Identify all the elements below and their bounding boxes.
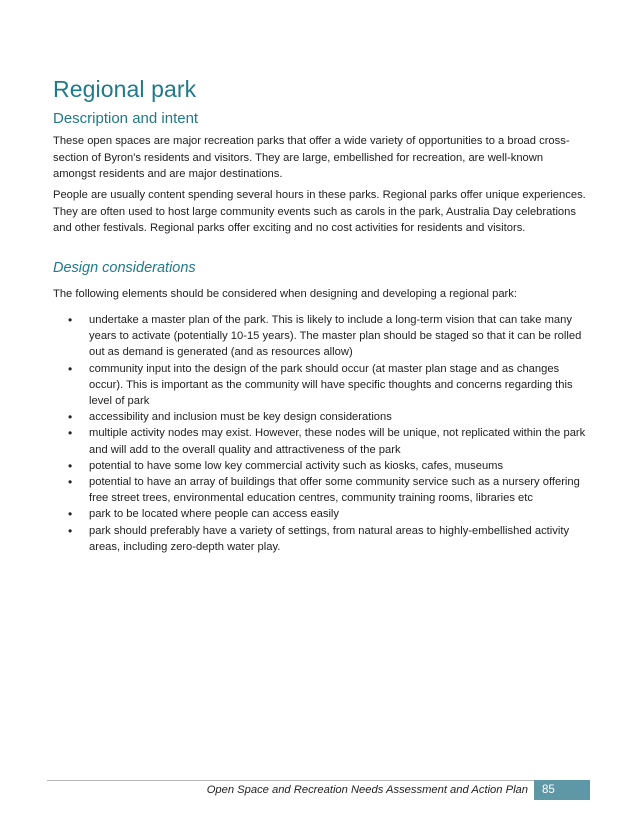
list-item: • park to be located where people can access easily (53, 506, 589, 522)
list-item: • accessibility and inclusion must be key design considerations (53, 409, 589, 425)
design-intro: The following elements should be considered when designing and developing a regional park: (53, 288, 517, 300)
page-title: Regional park (53, 76, 197, 102)
description-heading: Description and intent (53, 110, 199, 127)
list-item: • community input into the design of the park should occur (at master plan stage and as changes occur). This is important as the community will have specific thoughts and concerns regarding this level of park (53, 361, 589, 410)
footer-divider (47, 780, 590, 781)
description-paragraph-1: These open spaces are major recreation parks that offer a wide variety of opportunities to a broad cross-section of Byron's residents and visitors. They are large, embellished for recreation, are well-known amongst residents and are major destinations. (53, 135, 570, 180)
design-considerations-list (53, 312, 589, 555)
list-item: • multiple activity nodes may exist. However, these nodes will be unique, not replicated within the park and will add to the overall quality and attractiveness of the park (53, 425, 589, 457)
footer-title: Open Space and Recreation Needs Assessment and Action Plan (206, 784, 528, 796)
design-heading: Design considerations (53, 260, 196, 276)
list-item: • park should preferably have a variety of settings, from natural areas to highly-embellished activity areas, including zero-depth water play. (53, 523, 589, 555)
list-item: • undertake a master plan of the park. This is likely to include a long-term vision that can take many years to activate (potentially 10-15 years). The master plan should be staged so that it can be rolled out as demand is generated (and as resources allow) (53, 312, 589, 361)
list-item: • potential to have some low key commercial activity such as kiosks, cafes, museums (53, 458, 589, 474)
list-item: • potential to have an array of buildings that offer some community service such as a nursery offering free street trees, environmental education centres, community training rooms, libraries etc (53, 474, 589, 506)
description-paragraph-2: People are usually content spending several hours in these parks. Regional parks offer unique experiences. They are often used to host large community events such as carols in the park, Australia Day celebrations and other festivals. Regional parks offer exciting and no cost activities for residents and visitors. (53, 189, 586, 234)
page-number: 85 (534, 780, 590, 800)
